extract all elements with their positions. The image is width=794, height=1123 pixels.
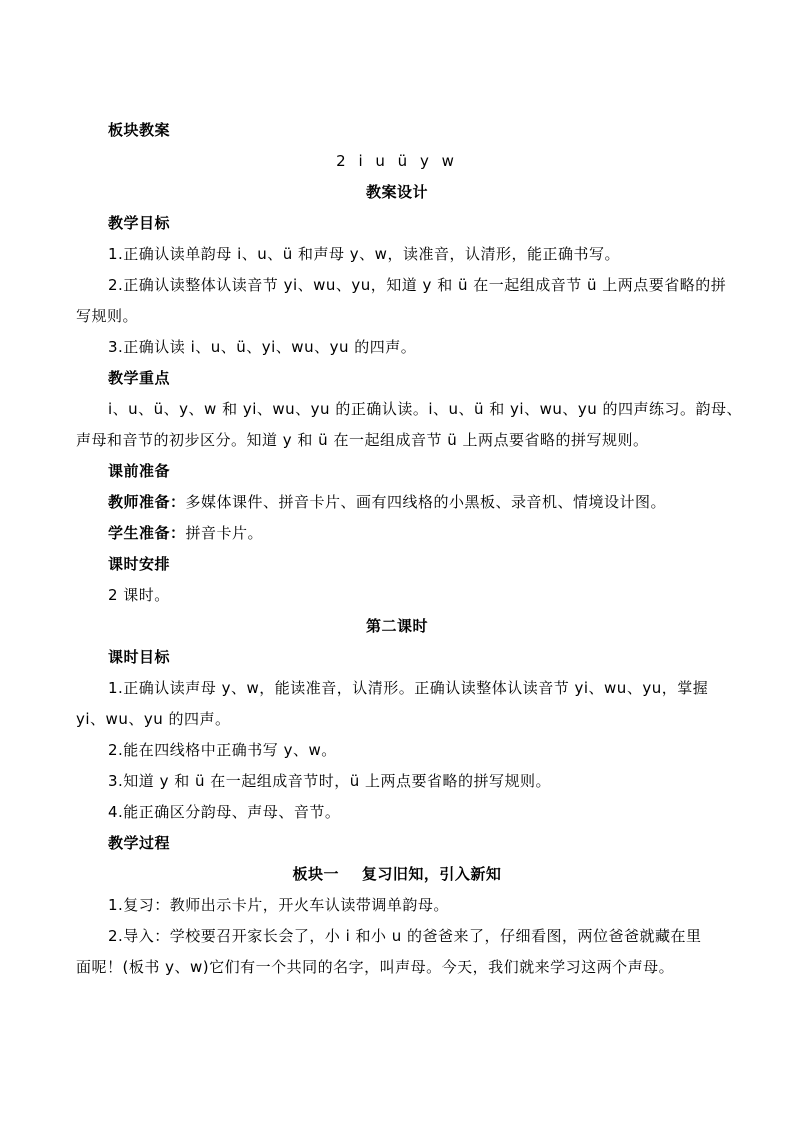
student-prep-label: 学生准备： [108,524,186,542]
lesson2-goal: 2.能在四线格中正确书写 y、w。 [108,741,337,759]
process-step: 1.复习：教师出示卡片，开火车认读带调单韵母。 [108,896,449,914]
goal-item: 2.正确认读整体认读音节 yi、wu、yu，知道 y 和 ü 在一起组成音节 ü 上两点要省略的拼 [108,276,727,294]
goal-item: 1.正确认读单韵母 i、u、ü 和声母 y、w，读准音，认清形，能正确书写。 [108,245,620,263]
prep-heading: 课前准备 [108,462,171,480]
goal-item-continuation: 写规则。 [76,307,139,325]
teacher-prep-text: 多媒体课件、拼音卡片、画有四线格的小黑板、录音机、情境设计图。 [185,493,667,511]
section-label: 板块教案 [108,121,171,139]
lesson2-goal: 3.知道 y 和 ü 在一起组成音节时，ü 上两点要省略的拼写规则。 [108,772,552,790]
lesson2-goal-continuation: yi、wu、yu 的四声。 [76,710,231,728]
keypoints-line: i、u、ü、y、w 和 yi、wu、yu 的正确认读。i、u、ü 和 yi、wu、yu 的四声练习。韵母、 [108,400,743,418]
goals-heading: 教学目标 [108,214,171,232]
teacher-prep [108,492,666,512]
lesson-subtitle: 教案设计 [365,183,428,201]
lesson2-goal: 1.正确认读声母 y、w，能读准音，认清形。正确认读整体认读音节 yi、wu、yu，掌握 [108,679,709,697]
keypoints-heading: 教学重点 [108,369,171,387]
process-heading: 教学过程 [108,834,171,852]
student-prep-text: 拼音卡片。 [185,524,264,542]
lesson2-goals-heading: 课时目标 [108,648,171,666]
student-prep [108,523,263,543]
lesson2-goal: 4.能正确区分韵母、声母、音节。 [108,803,341,821]
goal-item: 3.正确认读 i、u、ü、yi、wu、yu 的四声。 [108,338,417,356]
lesson-title: 2 i u ü y w [336,152,458,170]
keypoints-line: 声母和音节的初步区分。知道 y 和 ü 在一起组成音节 ü 上两点要省略的拼写规则。 [76,431,649,449]
process-step-continuation: 面呢！(板书 y、w)它们有一个共同的名字，叫声母。今天，我们就来学习这两个声母。 [76,958,675,976]
lesson2-title: 第二课时 [365,617,428,635]
schedule-heading: 课时安排 [108,555,171,573]
schedule-text: 2 课时。 [108,586,170,604]
teacher-prep-label: 教师准备： [108,493,186,511]
process-step: 2.导入：学校要召开家长会了，小 i 和小 u 的爸爸来了，仔细看图，两位爸爸就藏在里 [108,927,702,945]
block-title: 板块一 复习旧知，引入新知 [292,865,502,883]
